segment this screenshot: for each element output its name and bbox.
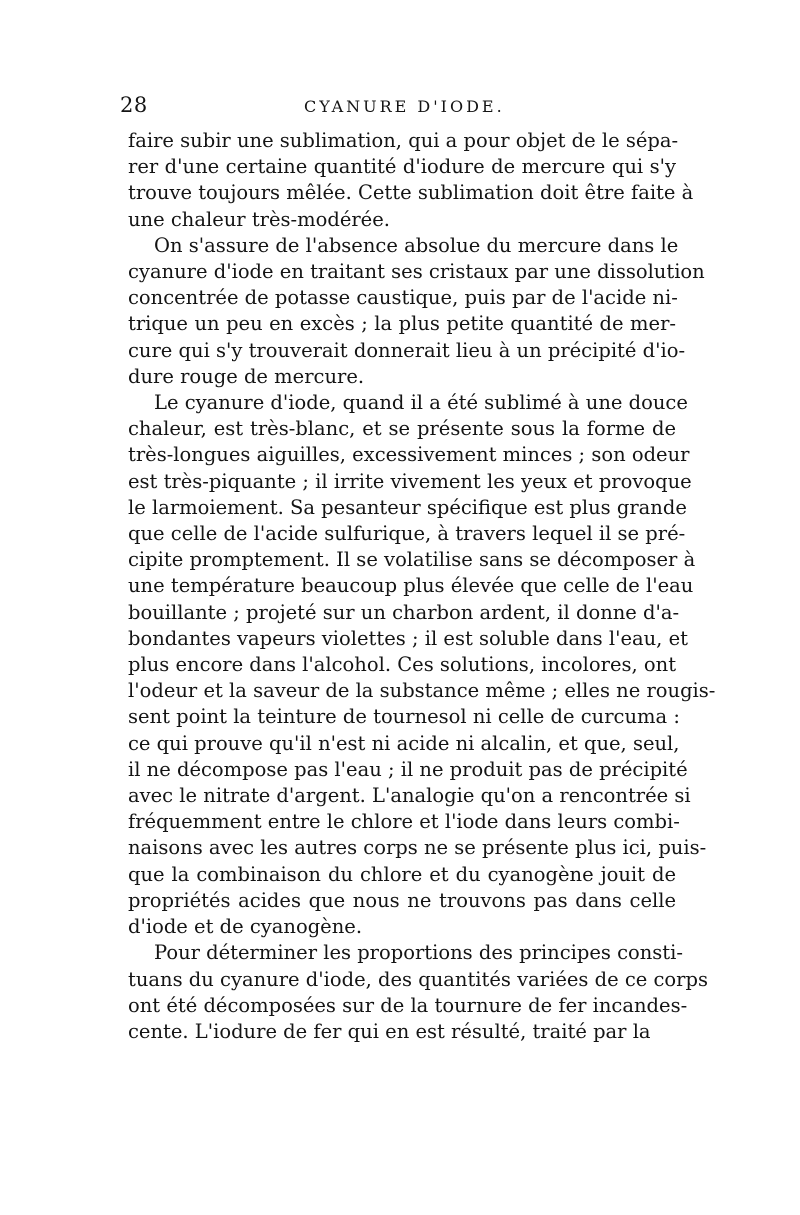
page-number: 28 — [120, 93, 148, 117]
text-line: cyanure d'iode en traitant ses cristaux par une dissolution — [128, 260, 705, 284]
page-header — [120, 93, 680, 123]
text-line: une chaleur très-modérée. — [128, 207, 390, 231]
text-line: ont été décomposées sur de la tournure de fer incandes- — [128, 993, 688, 1017]
text-line: que celle de l'acide sulfurique, à travers lequel il se pré- — [128, 522, 686, 546]
text-line: Le cyanure d'iode, quand il a été sublimé à une douce — [154, 391, 688, 415]
text-line: sent point la teinture de tournesol ni celle de curcuma : — [128, 705, 680, 729]
text-line: fréquemment entre le chlore et l'iode dans leurs combi- — [128, 810, 680, 834]
text-line: naisons avec les autres corps ne se présente plus ici, puis- — [128, 836, 707, 860]
text-line: trouve toujours mêlée. Cette sublimation doit être faite à — [128, 181, 694, 205]
text-line: très-longues aiguilles, excessivement minces ; son odeur — [128, 443, 690, 467]
text-line: d'iode et de cyanogène. — [128, 915, 363, 939]
paragraph — [128, 233, 705, 390]
text-line: cure qui s'y trouverait donnerait lieu à un précipité d'io- — [128, 338, 686, 362]
text-line: que la combinaison du chlore et du cyanogène jouit de — [128, 862, 676, 886]
text-line: bouillante ; projeté sur un charbon ardent, il donne d'a- — [128, 600, 680, 624]
text-line: propriétés acides que nous ne trouvons pas dans celle — [128, 888, 676, 912]
text-line: tuans du cyanure d'iode, des quantités variées de ce corps — [128, 967, 708, 991]
text-line: est très-piquante ; il irrite vivement les yeux et provoque — [128, 469, 692, 493]
text-line: bondantes vapeurs violettes ; il est soluble dans l'eau, et — [128, 626, 688, 650]
text-line: cipite promptement. Il se volatilise sans se décomposer à — [128, 548, 696, 572]
text-line: une température beaucoup plus élevée que celle de l'eau — [128, 574, 694, 598]
paragraph — [128, 940, 708, 1045]
text-line: l'odeur et la saveur de la substance même ; elles ne rougis- — [128, 679, 716, 703]
text-line: chaleur, est très-blanc, et se présente sous la forme de — [128, 417, 676, 441]
text-line: On s'assure de l'absence absolue du mercure dans le — [154, 233, 679, 257]
paragraph — [128, 128, 694, 233]
text-line: avec le nitrate d'argent. L'analogie qu'on a rencontrée si — [128, 784, 691, 808]
text-line: le larmoiement. Sa pesanteur spécifique est plus grande — [128, 495, 687, 519]
running-head: CYANURE D'IODE. — [304, 97, 505, 116]
text-line: concentrée de potasse caustique, puis par de l'acide ni- — [128, 286, 678, 310]
text-line: plus encore dans l'alcohol. Ces solutions, incolores, ont — [128, 653, 677, 677]
text-line: cente. L'iodure de fer qui en est résulté, traité par la — [128, 1019, 651, 1043]
paragraph — [128, 390, 716, 940]
text-line: ce qui prouve qu'il n'est ni acide ni alcalin, et que, seul, — [128, 731, 680, 755]
body-text — [128, 128, 716, 1045]
text-line: dure rouge de mercure. — [128, 364, 365, 388]
text-line: Pour déterminer les proportions des principes consti- — [154, 941, 683, 965]
text-line: rer d'une certaine quantité d'iodure de mercure qui s'y — [128, 155, 676, 179]
text-line: faire subir une sublimation, qui a pour objet de le sépa- — [128, 129, 679, 152]
text-line: il ne décompose pas l'eau ; il ne produit pas de précipité — [128, 757, 688, 781]
text-line: trique un peu en excès ; la plus petite quantité de mer- — [128, 312, 676, 336]
